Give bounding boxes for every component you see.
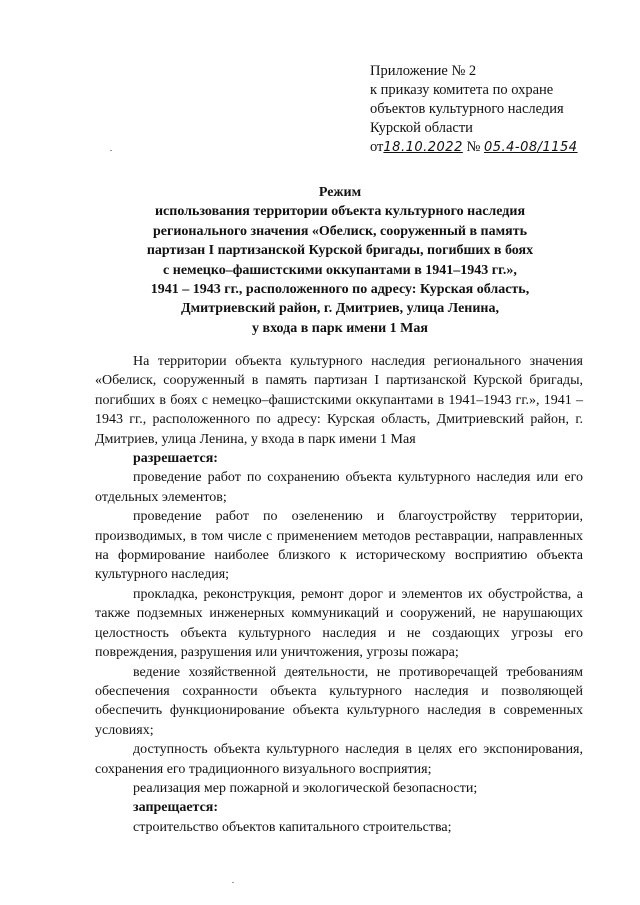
appendix-order-ref: к приказу комитета по охране — [370, 82, 554, 98]
date-value: 18.10.2022 — [383, 140, 463, 155]
appendix-number: Приложение № 2 — [370, 63, 477, 79]
number-prefix: № — [466, 139, 481, 155]
title-heading: Режим — [318, 185, 362, 200]
title-line: 1941 – 1943 гг., расположенного по адресу: Курская область, — [150, 282, 530, 298]
forbidden-item: строительство объектов капитального строительства; — [133, 819, 452, 835]
title-line: с немецко–фашистскими оккупантами в 1941–1943 гг.», — [163, 262, 517, 278]
title-line: партизан I партизанской Курской бригады, погибших в боях — [146, 243, 534, 259]
scan-speck — [232, 882, 234, 883]
intro-paragraph: На территории объекта культурного наследия регионального значения «Обелиск, сооруженный в память партизан I партизанской Курской бригады, погибших в боях с немецко–фашистскими оккупантами в 1941–1943 гг.», 1941 – 1943 гг., расположенного по адресу: Курская область, Дмитриевский район, г. Дмитриев, улица Ленина, у входа в парк имени 1 Мая — [95, 354, 583, 447]
allowed-item: доступность объекта культурного наследия в целях его экспонирования, сохранения его традиционного визуального восприятия; — [95, 742, 583, 777]
appendix-header — [370, 62, 620, 157]
allowed-item: проведение работ по озеленению и благоустройству территории, производимых, в том числе с применением методов реставрации, направленных на формирование наиболее близкого к историческому восприятию объекта культурного наследия; — [95, 509, 583, 583]
document-body — [95, 352, 583, 837]
appendix-region: Курской области — [370, 120, 473, 136]
title-line: у входа в парк имени 1 Мая — [252, 320, 428, 336]
allowed-item: ведение хозяйственной деятельности, не противоречащей требованиям обеспечения сохранности объекта культурного наследия и позволяющей обеспечить функционирование объекта культурного наследия в современных условиях; — [95, 664, 583, 738]
forbidden-label: запрещается: — [133, 800, 219, 816]
allowed-item: проведение работ по сохранению объекта культурного наследия или его отдельных элементов; — [95, 470, 583, 505]
allowed-label: разрешается: — [133, 451, 218, 467]
title-line: Дмитриевский район, г. Дмитриев, улица Ленина, — [181, 301, 499, 317]
title-line: использования территории объекта культурного наследия — [154, 204, 526, 220]
appendix-committee: объектов культурного наследия — [370, 101, 564, 117]
document-title — [100, 183, 580, 338]
appendix-date-line — [370, 138, 620, 157]
order-number: 05.4-08/1154 — [483, 140, 578, 155]
scan-speck — [110, 150, 112, 151]
allowed-item: реализация мер пожарной и экологической безопасности; — [133, 780, 478, 796]
allowed-item: прокладка, реконструкция, ремонт дорог и элементов их обустройства, а также подземных инженерных коммуникаций и сооружений, не нарушающих целостность объекта культурного наследия и не создающих угрозы его повреждения, разрушения или уничтожения, угрозы пожара; — [95, 586, 583, 661]
title-line: регионального значения «Обелиск, сооруженный в память — [153, 223, 527, 239]
date-prefix: от — [370, 139, 384, 155]
